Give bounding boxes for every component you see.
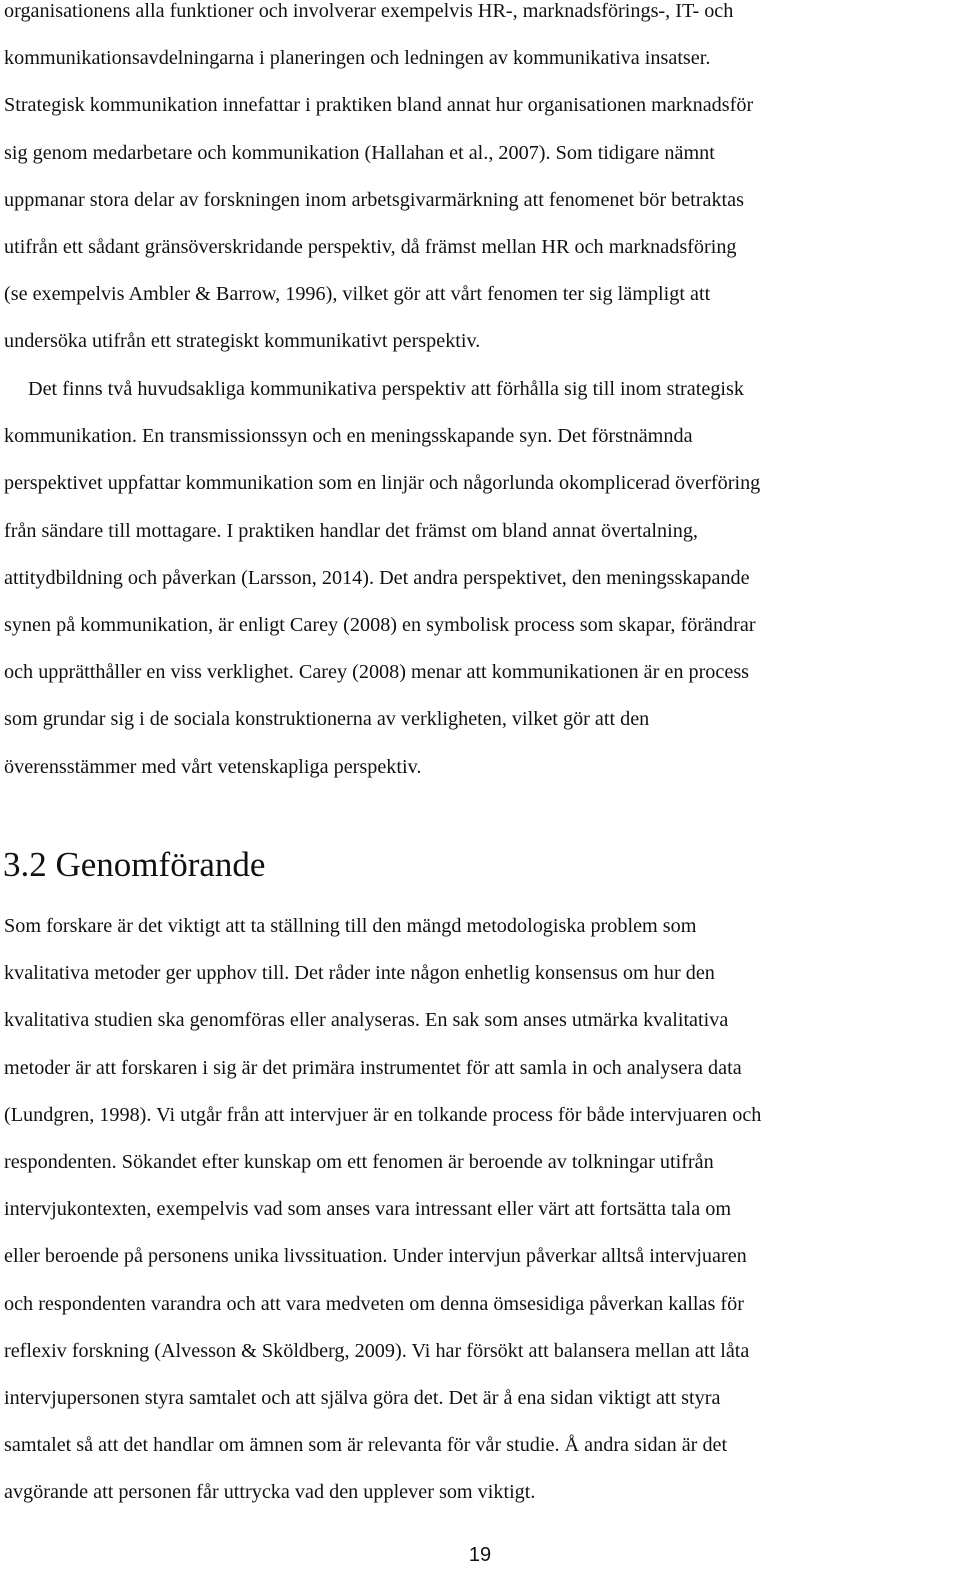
text-line: intervjukontexten, exempelvis vad som anses vara intressant eller värt att fortsätta tala om <box>4 1198 732 1221</box>
text-line: organisationens alla funktioner och involverar exempelvis HR-, marknadsförings-, IT- och <box>4 0 734 22</box>
text-line: kvalitativa metoder ger upphov till. Det råder inte någon enhetlig konsensus om hur den <box>4 962 715 985</box>
text-line: från sändare till mottagare. I praktiken handlar det främst om bland annat övertalning, <box>4 519 698 542</box>
text-line: sig genom medarbetare och kommunikation (Hallahan et al., 2007). Som tidigare nämnt <box>4 141 715 164</box>
text-line: perspektivet uppfattar kommunikation som en linjär och någorlunda okomplicerad överföring <box>4 472 761 495</box>
text-line: undersöka utifrån ett strategiskt kommunikativt perspektiv. <box>4 330 481 353</box>
text-line: kvalitativa studien ska genomföras eller analyseras. En sak som anses utmärka kvalitativa <box>4 1009 729 1032</box>
text-line: och upprätthåller en viss verklighet. Carey (2008) menar att kommunikationen är en process <box>4 661 750 684</box>
text-line: synen på kommunikation, är enligt Carey (2008) en symbolisk process som skapar, förändrar <box>4 613 756 636</box>
body-paragraph <box>4 366 960 791</box>
page-number: 19 <box>468 1544 492 1566</box>
text-line: kommunikationsavdelningarna i planeringen och ledningen av kommunikativa insatser. <box>4 47 711 70</box>
text-line: utifrån ett sådant gränsöverskridande perspektiv, då främst mellan HR och marknadsföring <box>4 235 737 258</box>
text-line: eller beroende på personens unika livssituation. Under intervjun påverkar alltså intervjuaren <box>4 1245 747 1268</box>
text-line: Som forskare är det viktigt att ta ställning till den mängd metodologiska problem som <box>4 915 697 937</box>
text-line: uppmanar stora delar av forskningen inom arbetsgivarmärkning att fenomenet bör betraktas <box>4 188 744 211</box>
text-line: kommunikation. En transmissionssyn och en meningsskapande syn. Det förstnämnda <box>4 425 693 448</box>
text-line: överensstämmer med vårt vetenskapliga perspektiv. <box>4 755 422 778</box>
text-line: (Lundgren, 1998). Vi utgår från att intervjuer är en tolkande process för både intervjuaren och <box>4 1103 762 1126</box>
body-paragraph <box>4 0 960 366</box>
text-line: reflexiv forskning (Alvesson & Sköldberg, 2009). Vi har försökt att balansera mellan att låta <box>4 1339 750 1362</box>
text-line: Strategisk kommunikation innefattar i praktiken bland annat hur organisationen marknadsför <box>4 94 754 117</box>
text-line: som grundar sig i de sociala konstruktionerna av verkligheten, vilket gör att den <box>4 708 650 731</box>
text-line: intervjupersonen styra samtalet och att själva göra det. Det är å ena sidan viktigt att styra <box>4 1386 721 1409</box>
text-line: metoder är att forskaren i sig är det primära instrumentet för att samla in och analysera data <box>4 1056 742 1079</box>
text-line: avgörande att personen får uttrycka vad den upplever som viktigt. <box>4 1481 536 1504</box>
body-paragraph <box>4 903 960 1516</box>
text-line: Det finns två huvudsakliga kommunikativa perspektiv att förhålla sig till inom strategisk <box>28 378 744 400</box>
text-line: och respondenten varandra och att vara medveten om denna ömsesidiga påverkan kallas för <box>4 1292 744 1315</box>
section-heading: 3.2 Genomförande <box>3 845 266 884</box>
text-line: attitydbildning och påverkan (Larsson, 2014). Det andra perspektivet, den meningsskapande <box>4 566 750 589</box>
text-line: (se exempelvis Ambler & Barrow, 1996), vilket gör att vårt fenomen ter sig lämpligt att <box>4 283 711 306</box>
text-line: respondenten. Sökandet efter kunskap om ett fenomen är beroende av tolkningar utifrån <box>4 1150 714 1173</box>
text-line: samtalet så att det handlar om ämnen som är relevanta för vår studie. Å andra sidan är det <box>4 1434 728 1457</box>
